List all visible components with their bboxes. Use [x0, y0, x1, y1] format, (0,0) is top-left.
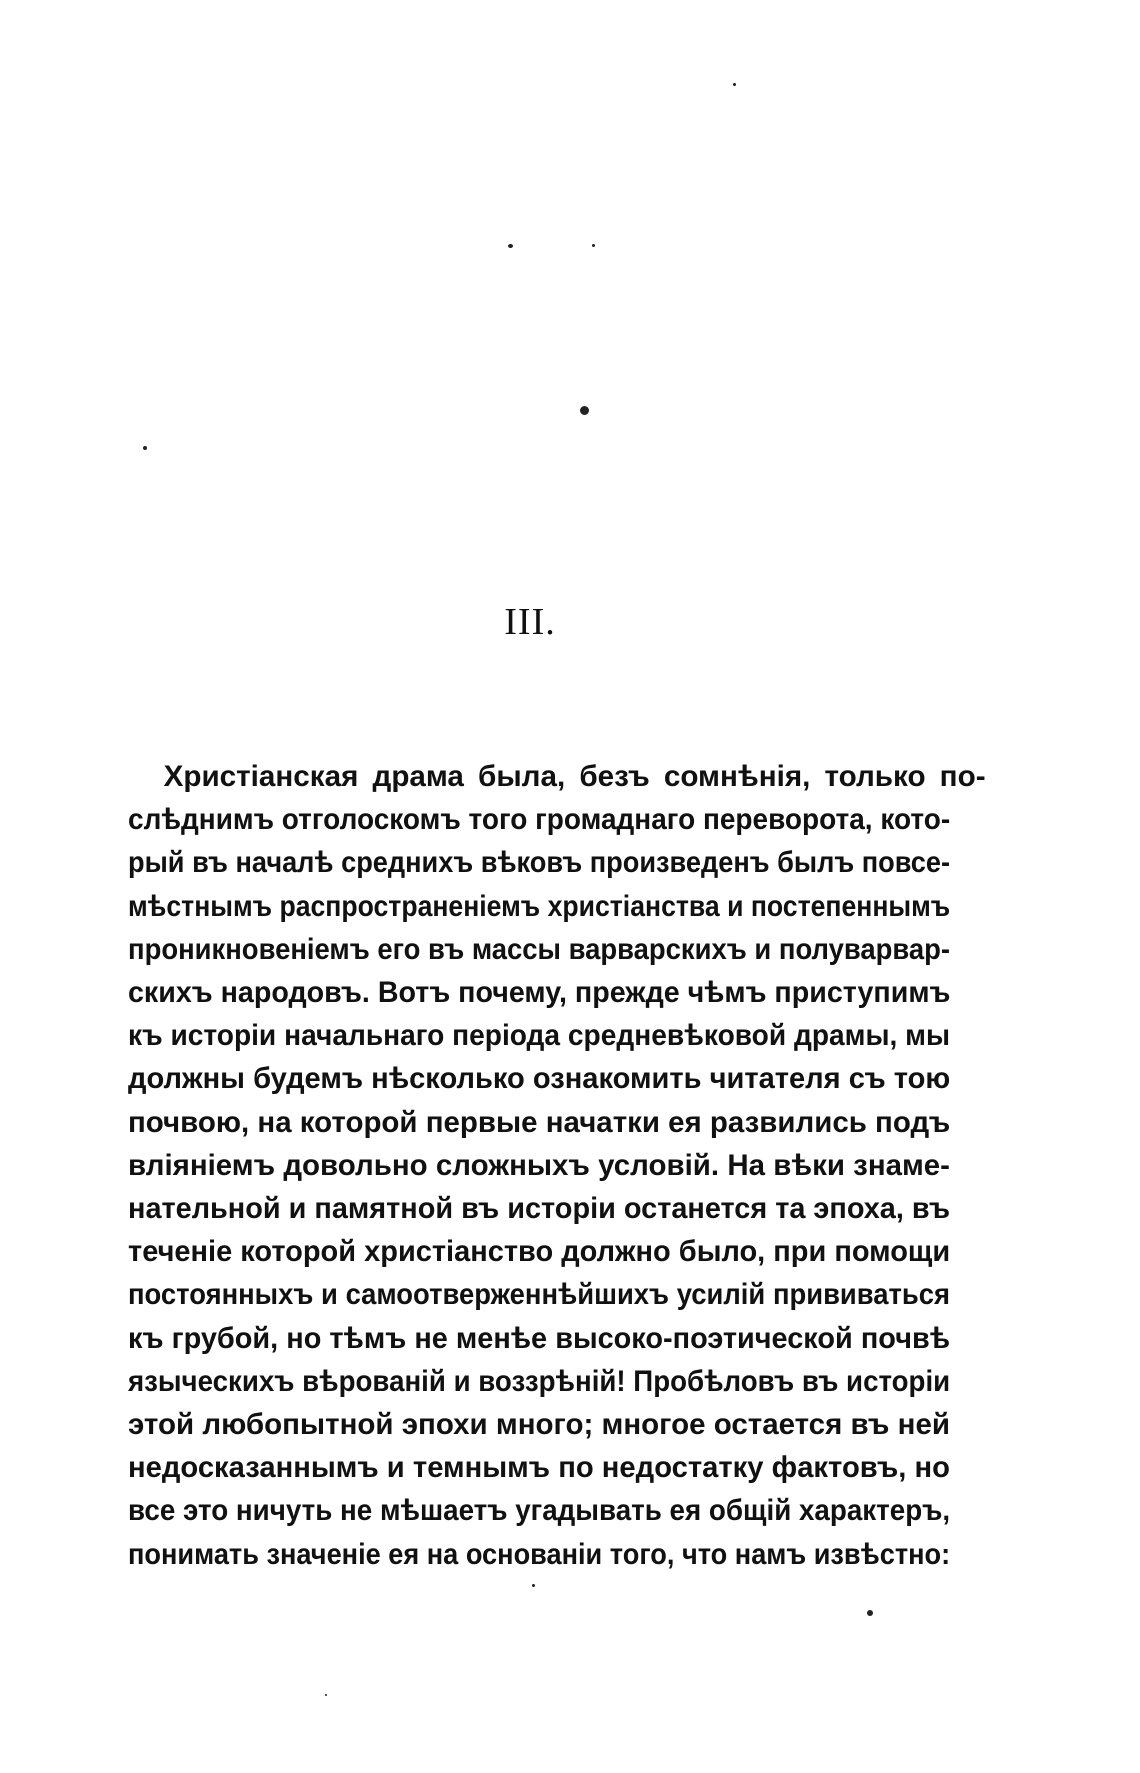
body-paragraph — [128, 755, 986, 1576]
text-line: мѣстнымъ распространеніемъ христіанства и постепеннымъ — [128, 889, 951, 923]
text-line: должны будемъ нѣсколько ознакомить читателя съ тою — [128, 1062, 951, 1096]
text-line: къ грубой, но тѣмъ не менѣе высоко-поэтической почвѣ — [128, 1321, 950, 1355]
text-line: нательной и памятной въ исторіи останется та эпоха, въ — [128, 1192, 950, 1226]
text-line: слѣднимъ отголоскомъ того громаднаго переворота, кото- — [128, 803, 951, 837]
scan-speck — [508, 244, 513, 248]
text-line: все это ничуть не мѣшаетъ угадывать ея общій характеръ, — [128, 1494, 951, 1528]
text-line: теченіе которой христіанство должно было, при помощи — [128, 1235, 951, 1269]
scan-speck — [532, 1584, 535, 1587]
text-line: рый въ началѣ среднихъ вѣковъ произведенъ былъ повсе- — [128, 846, 950, 880]
scan-speck — [325, 1694, 327, 1696]
text-line: Христіанская драма была, безъ сомнѣнія, только по- — [163, 760, 986, 793]
text-line: недосказаннымъ и темнымъ по недостатку фактовъ, но — [128, 1451, 950, 1485]
scan-speck — [867, 1610, 873, 1616]
text-line: понимать значеніе ея на основаніи того, что намъ извѣстно: — [128, 1537, 951, 1571]
text-line: языческихъ вѣрованій и воззрѣній! Пробѣловъ въ исторіи — [128, 1364, 951, 1398]
text-line: скихъ народовъ. Вотъ почему, прежде чѣмъ приступимъ — [128, 976, 951, 1010]
scan-speck — [143, 446, 147, 450]
chapter-number: III. — [504, 601, 556, 643]
text-line: постоянныхъ и самоотверженнѣйшихъ усилій прививаться — [128, 1278, 950, 1312]
text-line: къ исторіи начальнаго періода средневѣковой драмы, мы — [128, 1019, 950, 1053]
text-line: вліяніемъ довольно сложныхъ условій. На вѣки знаме- — [128, 1148, 950, 1182]
scan-speck — [592, 244, 595, 247]
scan-speck — [733, 83, 736, 86]
text-line: проникновеніемъ его въ массы варварскихъ и полуварвар- — [128, 932, 950, 966]
text-line: этой любопытной эпохи много; многое остается въ ней — [128, 1408, 950, 1442]
text-line: почвою, на которой первые начатки ея развились подъ — [128, 1105, 951, 1139]
scan-speck — [580, 406, 589, 415]
